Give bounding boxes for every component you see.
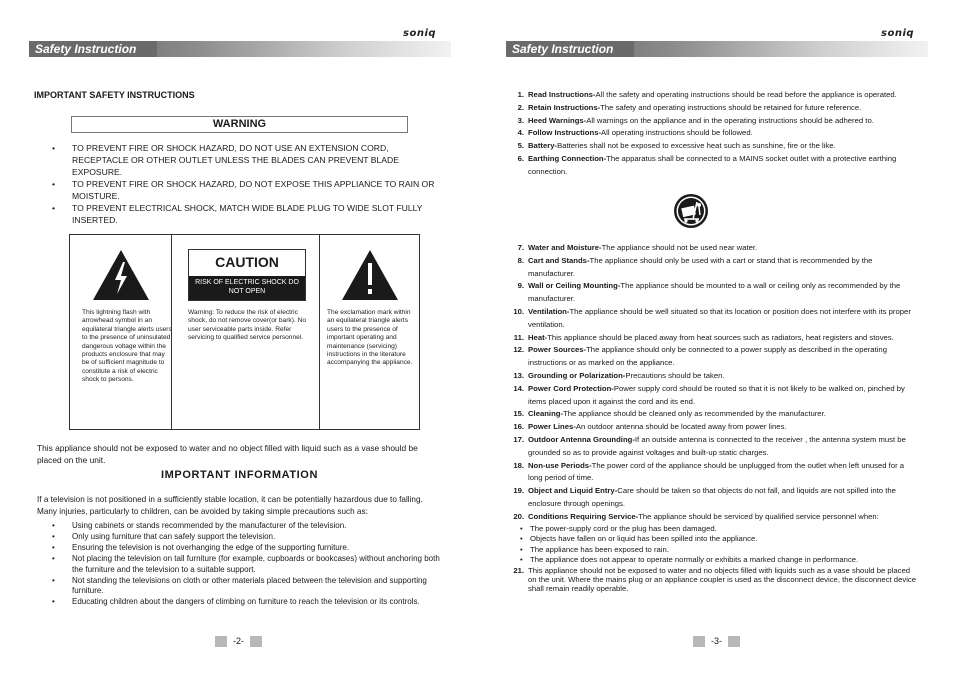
rule-text: Care should be taken so that objects do not fall, and liquids are not spilled into the enclosure through openings. [528,486,896,508]
rule-number: 18. [513,460,524,470]
rule-title: Power Sources- [528,345,587,355]
info-item: • Using cabinets or stands recommended by the manufacturer of the television. [52,521,442,532]
water-warning-text: This appliance should not be exposed to water and no object filled with liquid such as a vase should be placed on the unit. [37,443,418,465]
rule-title: Outdoor Antenna Grounding- [528,434,635,444]
rule-text: Precautions should be taken. [625,370,725,380]
rule-number: 9. [517,281,524,291]
rule-item [510,421,920,434]
rule-text: The appliance should be well situated so that its location or position does not interfere with its proper ventilation. [528,306,911,329]
rule-item [510,485,920,511]
rule-item [510,567,920,593]
rule-title: Non-use Periods- [528,460,592,470]
rule-item [510,255,920,281]
service-condition: • Objects have fallen on or liquid has been spilled into the appliance. [520,534,920,545]
rule-number: 4. [517,128,524,138]
rule-text: Power supply cord should be routed so that it is not likely to be walked on, pinched by items placed upon it against the cord and its end. [528,383,905,406]
rule-item [510,242,920,255]
info-list [52,521,442,608]
rule-number: 13. [513,370,524,380]
page-number-text: -2- [233,636,244,646]
header-title-holder [506,41,928,57]
section-title: IMPORTANT SAFETY INSTRUCTIONS [34,90,195,100]
rule-item [510,332,920,345]
info-item: • Only using furniture that can safely support the television. [52,532,442,543]
rule-item [510,306,920,332]
rule-item [510,370,920,383]
info-item: • Educating children about the dangers of climbing on furniture to reach the television or its controls. [52,597,442,608]
service-condition: • The appliance does not appear to operate normally or exhibits a marked change in performance. [520,555,920,566]
rule-number: 1. [517,90,524,99]
rule-item [510,153,920,179]
page-number-right [693,636,740,647]
rule-title: Cleaning- [528,409,564,419]
rule-text: The appliance should only be connected to a power supply as described in the operating instructions or as marked on the appliance. [528,345,887,368]
rule-item [510,280,920,306]
rule-item [510,115,920,128]
exclamation-triangle-icon [341,249,399,301]
rule-title: Water and Moisture- [528,243,602,252]
rule-title: Heed Warnings- [528,115,587,125]
rule-number: 17. [513,434,524,444]
rule-number: 10. [513,306,524,316]
info-title: IMPORTANT INFORMATION [161,469,319,481]
rule-item [510,89,920,102]
service-condition: • The appliance has been exposed to rain. [520,545,920,556]
rule-text: The apparatus shall be connected to a MAINS socket outlet with a protective earthing connection. [528,153,897,176]
rule-text: The appliance should only be used with a cart or stand that is recommended by the manufacturer. [528,255,873,278]
service-conditions [510,524,920,566]
rule-item [510,434,920,460]
rule-text: All warnings on the appliance and in the operating instructions should be adhered to. [586,115,874,125]
lightning-triangle-icon [92,249,150,301]
rule-title: Battery- [528,141,558,151]
rule-title: Retain Instructions- [528,102,601,112]
rule-text: The appliance should be cleaned only as recommended by the manufacturer. [563,409,826,419]
rule-number: 20. [513,511,524,521]
rule-item [510,140,920,153]
rule-text: The appliance should be serviced by qualified service personnel when: [638,511,879,521]
rule-item [510,344,920,370]
rule-text: The power cord of the appliance should be unplugged from the outlet when left unused for a long period of time. [528,460,905,483]
rule-item [510,460,920,486]
header-title: Safety Instruction [512,42,614,56]
info-item: • Not placing the television on tall furniture (for example, cupboards or bookcases) without anchoring both the furniture and the television to a suitable support. [52,554,442,576]
rule-text: The appliance should not be used near water. [601,243,758,252]
page-right [477,0,954,674]
rules-b-items [510,242,920,524]
rule-number: 12. [513,345,524,355]
page-number-left [215,636,262,647]
rule-title: Conditions Requiring Service- [528,511,639,521]
rule-text: This appliance should be placed away from heat sources such as radiators, heat registers and stoves. [547,332,894,342]
rule-number: 15. [513,409,524,419]
caution-warning-text: Warning: To reduce the risk of electric shock, do not remove cover(or bark). No user serviceable parts inside. Refer servicing to qualified service personnel. [188,309,307,342]
rule-text: The safety and operating instructions should be retained for future reference. [600,102,862,112]
rules-list-b [510,242,920,593]
rule-title: Heat- [528,332,548,342]
info-item: • Not standing the televisions on cloth or other materials placed between the television and supporting furniture. [52,576,442,598]
rule-item [510,127,920,140]
rule-number: 6. [517,153,524,163]
rule-number: 2. [517,102,524,112]
brand-logo: soniq [403,28,437,39]
service-condition: • The power-supply cord or the plug has been damaged. [520,524,920,535]
rule-text: Batteries shall not be exposed to excessive heat such as sunshine, fire or the like. [557,141,836,151]
rule-title: Wall or Ceiling Mounting- [528,281,621,291]
rule-text: All the safety and operating instructions should be read before the appliance is operated. [595,90,897,99]
info-intro: If a television is not positioned in a sufficiently stable location, it can be potentially hazardous due to falling. Many injuries, particularly to children, can be avoided by taking simple precautions such as: [37,495,423,516]
rule-text: If an outside antenna is connected to the receiver , the antenna system must be grounded so as to provide against voltages and built-up static charges. [528,434,906,457]
lightning-column [70,235,172,429]
rule-title: Power Cord Protection- [528,383,614,393]
brand-logo: soniq [881,28,915,39]
rule-item [510,408,920,421]
lightning-description: This lightning flash with arrowhead symbol in an equilateral triangle alerts users to the presence of uninsulated dangerous voltage within the products enclosure that may be of sufficient magnitude to constitute a risk of electric shock to persons. [82,309,172,384]
rule-text: All operating instructions should be followed. [601,128,753,138]
rules-list-a [510,89,920,179]
rule-title: Ventilation- [528,306,570,316]
rule-title: Follow Instructions- [528,128,602,138]
rule-number: 3. [517,115,524,125]
cart-tip-warning-icon [673,193,709,229]
rule-number: 5. [517,141,524,151]
caution-column [172,235,320,429]
rule-title: Object and Liquid Entry- [528,486,618,496]
caution-word: CAUTION [215,254,279,270]
page-number-text: -3- [711,636,722,646]
rule-item [510,383,920,409]
rule-number: 8. [517,255,524,265]
rule-title: Read Instructions- [528,90,596,99]
info-item: • Ensuring the television is not overhanging the edge of the supporting furniture. [52,543,442,554]
rule-number: 7. [517,243,524,252]
warning-label: WARNING [71,116,408,133]
rule-text: This appliance should not be exposed to water and no objects filled with liquids such as a vase should be placed on the unit. Where the mains plug or an appliance coupler is used as the disconnect device, the disconnect device shall remain readily operable. [528,565,917,593]
caution-strip: RISK OF ELECTRIC SHOCK DO NOT OPEN [189,276,305,300]
rule-title: Cart and Stands- [528,255,590,265]
header-title-holder [29,41,451,57]
rule-title: Power Lines- [528,422,576,432]
rule-title: Grounding or Polarization- [528,370,626,380]
rule-number: 16. [513,422,524,432]
rule-number: 19. [513,486,524,496]
rule-text: The appliance should be mounted to a wall or ceiling only as recommended by the manufacturer. [528,281,901,304]
rule-item [510,511,920,524]
header-title: Safety Instruction [35,42,137,56]
warning-list [52,143,442,227]
warning-item: • TO PREVENT FIRE OR SHOCK HAZARD, DO NOT EXPOSE THIS APPLIANCE TO RAIN OR MOISTURE. [52,179,442,203]
rule-item [510,102,920,115]
rule-title: Earthing Connection- [528,153,607,163]
rule-number: 11. [513,332,524,342]
exclamation-description: The exclamation mark within an equilateral triangle alerts users to the presence of important operating and maintenance (servicing) instructions in the literature accompanying the appliance. [327,309,413,367]
rule-number: 21. [513,565,524,575]
exclamation-column [320,235,419,429]
caution-panel [69,234,420,430]
caution-box [188,249,306,301]
rule-number: 14. [513,383,524,393]
warning-item: • TO PREVENT FIRE OR SHOCK HAZARD, DO NOT USE AN EXTENSION CORD, RECEPTACLE OR OTHER OUTLET UNLESS THE BLADES CAN PREVENT BLADE EXPOSURE. [52,143,442,178]
rule-text: An outdoor antenna should be located away from power lines. [575,422,787,432]
warning-item: • TO PREVENT ELECTRICAL SHOCK, MATCH WIDE BLADE PLUG TO WIDE SLOT FULLY INSERTED. [52,203,442,227]
